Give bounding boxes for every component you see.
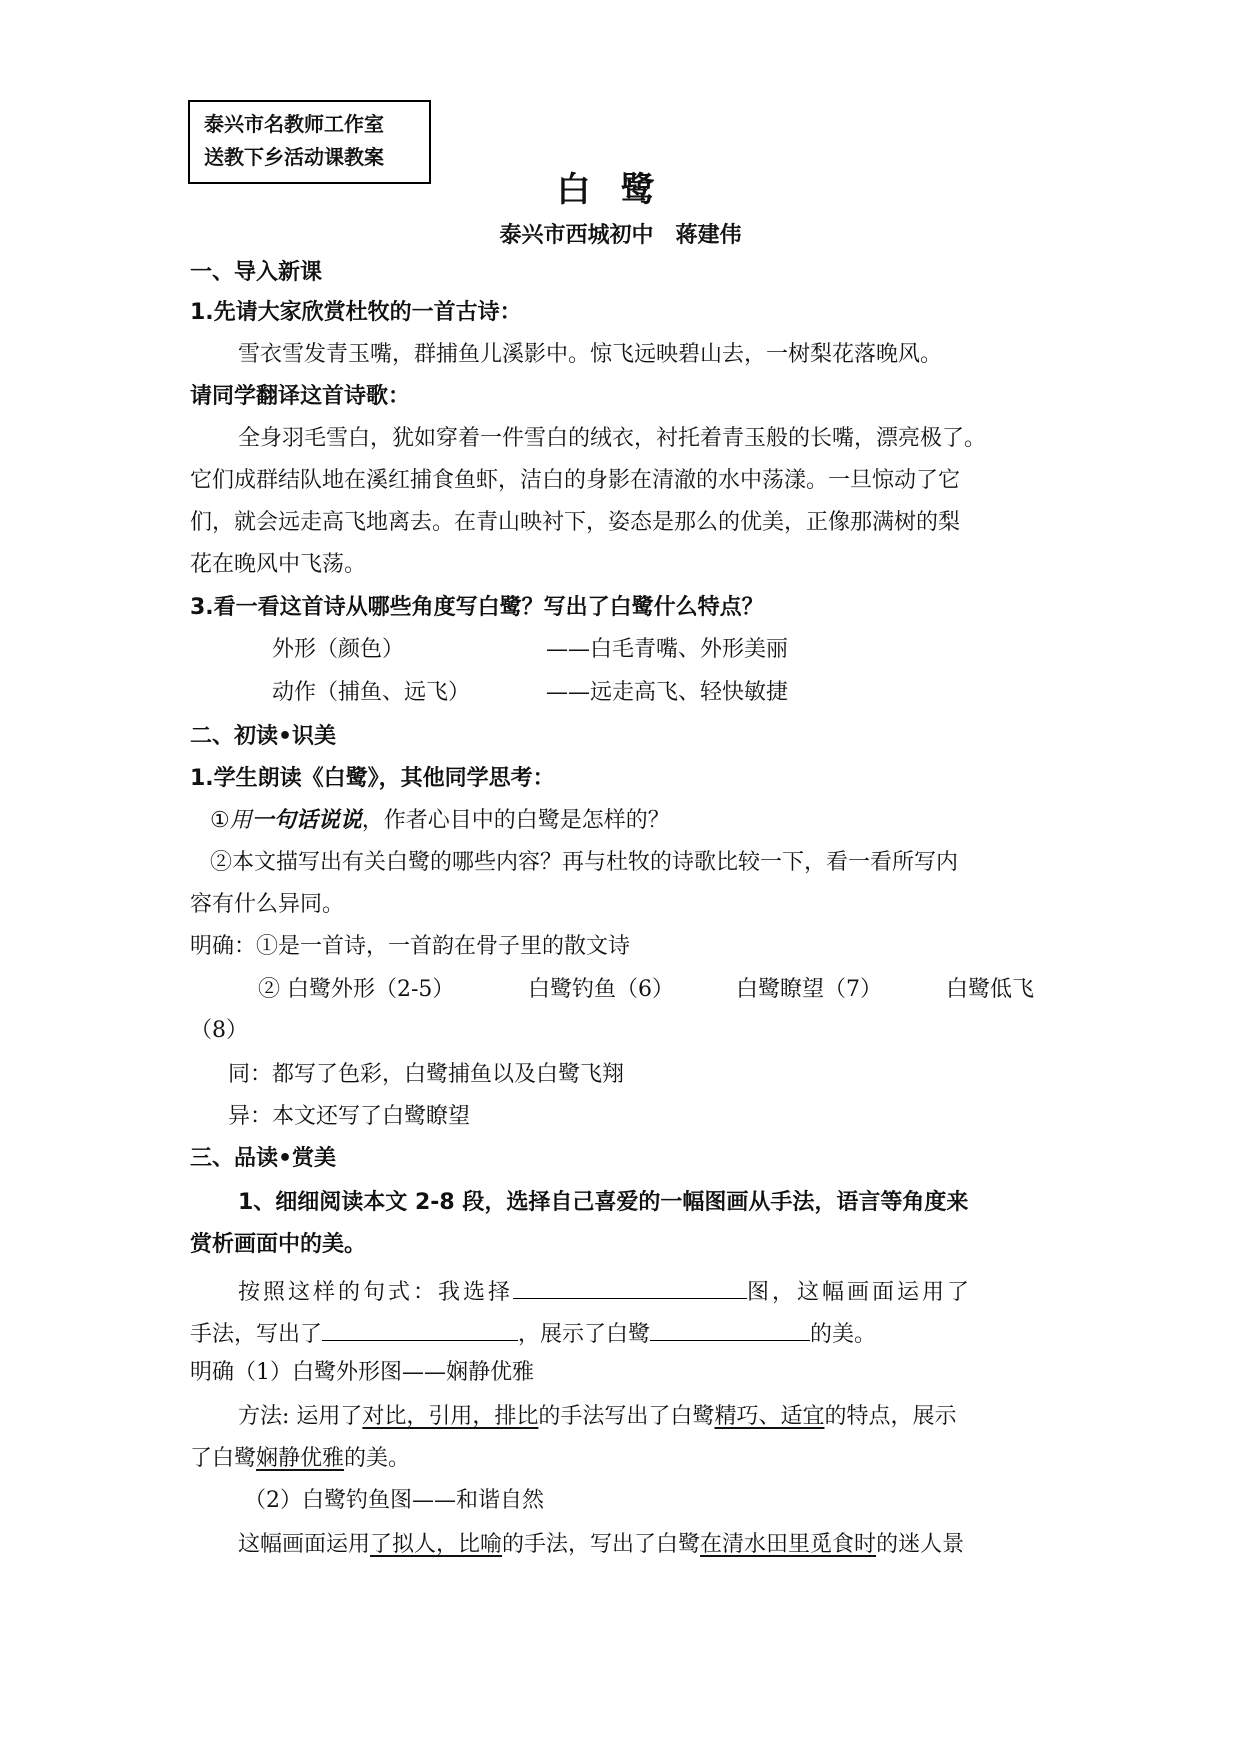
- fishing-mid: 的手法，写出了白鹭: [502, 1532, 701, 1557]
- s2-prompt-2-line-2: 容有什么异同。: [190, 892, 345, 917]
- sentence-frame-line-1: [238, 1274, 972, 1308]
- s2-answer-1: 明确：①是一首诗，一首韵在骨子里的散文诗: [190, 934, 631, 959]
- aspect-row-2-value: ——远走高飞、轻快敏捷: [546, 680, 789, 705]
- aspect-row-1-label: 外形（颜色）: [272, 637, 405, 662]
- aspect-row-1-value: ——白毛青嘴、外形美丽: [546, 637, 789, 662]
- frame-part-5: 的美。: [810, 1322, 877, 1347]
- method-2-start: 了白鹭: [190, 1446, 257, 1471]
- frame-part-4: ，展示了白鹭: [518, 1322, 651, 1347]
- fishing-end: 的迷人景: [876, 1532, 965, 1557]
- answer-fishing-line: [238, 1530, 964, 1560]
- translation-line-1: 全身羽毛雪白，犹如穿着一件雪白的绒衣，衬托着青玉般的长嘴，漂亮极了。: [238, 426, 987, 451]
- emphasis-use: 用: [229, 808, 252, 833]
- translation-line-4: 花在晚风中飞荡。: [190, 552, 367, 577]
- frame-part-2: 图，这幅画面运用了: [747, 1280, 973, 1305]
- techniques-underlined: 对比，引用，排比: [362, 1404, 539, 1429]
- s2-question-1: 1.学生朗读《白鹭》，其他同学思考：: [190, 766, 555, 791]
- s1-question-1: 1.先请大家欣赏杜牧的一首古诗：: [190, 300, 522, 325]
- translation-line-2: 它们成群结队地在溪红捕食鱼虾，洁白的身影在清澈的水中荡漾。一旦惊动了它: [190, 468, 961, 493]
- s2-answer-2-item-3: 白鹭瞭望（7）: [736, 977, 882, 1002]
- frame-part-3: 手法，写出了: [190, 1322, 323, 1347]
- blank-beauty[interactable]: [650, 1316, 810, 1341]
- method-end: 的特点，展示: [824, 1404, 957, 1429]
- s2-answer-2-item-1: ② 白鹭外形（2-5）: [258, 977, 455, 1002]
- method-2-end: 的美。: [344, 1446, 411, 1471]
- answer-method-line-1: [238, 1402, 956, 1432]
- circle-number-1: ①: [210, 808, 230, 833]
- s1-question-3: 3.看一看这首诗从哪些角度写白鹭？写出了白鹭什么特点？: [190, 595, 764, 620]
- prompt-1-rest: ，作者心目中的白鹭是怎样的？: [361, 808, 670, 833]
- frame-part-1: 按照这样的句式：我选择: [238, 1280, 514, 1305]
- answer-method-line-2: [190, 1444, 410, 1474]
- method-mid: 的手法写出了白鹭: [538, 1404, 715, 1429]
- author-line: 泰兴市西城初中 蒋建伟: [499, 223, 742, 248]
- aspect-row-2-label: 动作（捕鱼、远飞）: [272, 680, 471, 705]
- s3-question-line-2: 赏析画面中的美。: [190, 1232, 367, 1257]
- s2-answer-2-wrap: （8）: [190, 1018, 248, 1043]
- sentence-frame-line-2: [190, 1316, 876, 1350]
- stamp-line-2: 送教下乡活动课教案: [204, 145, 384, 169]
- s2-answer-2-item-4: 白鹭低飞: [946, 977, 1035, 1002]
- section-2-heading: 二、初读•识美: [190, 724, 337, 749]
- page-title: 白鹭: [556, 170, 685, 210]
- blank-choice[interactable]: [513, 1274, 747, 1299]
- beauty-underlined: 娴静优雅: [256, 1446, 345, 1471]
- answer-heading-2: （2）白鹭钓鱼图——和谐自然: [244, 1488, 544, 1513]
- s3-question-line-1: 1、细细阅读本文 2-8 段，选择自己喜爱的一幅图画从手法，语言等角度来: [238, 1190, 969, 1215]
- section-3-heading: 三、品读•赏美: [190, 1146, 337, 1171]
- fishing-scene-underlined: 在清水田里觅食时: [700, 1532, 877, 1557]
- section-1-heading: 一、导入新课: [190, 260, 323, 285]
- fishing-start: 这幅画面运用: [238, 1532, 371, 1557]
- answer-heading-1: 明确（1）白鹭外形图——娴静优雅: [190, 1360, 534, 1385]
- s1-question-2: 请同学翻译这首诗歌：: [190, 384, 411, 409]
- translation-line-3: 们，就会远走高飞地离去。在青山映衬下，姿态是那么的优美，正像那满树的梨: [190, 510, 961, 535]
- s2-answer-2-item-2: 白鹭钓鱼（6）: [528, 977, 674, 1002]
- s2-diff: 异：本文还写了白鹭瞭望: [228, 1104, 471, 1129]
- poem-text: 雪衣雪发青玉嘴，群捕鱼儿溪影中。惊飞远映碧山去，一树梨花落晚风。: [238, 342, 943, 367]
- stamp-line-1: 泰兴市名教师工作室: [204, 112, 384, 136]
- emphasis-one-sentence: 一句话说说: [251, 808, 362, 833]
- method-label: 方法: 运用了: [238, 1404, 363, 1429]
- blank-feature[interactable]: [322, 1316, 518, 1341]
- features-underlined: 精巧、适宜: [714, 1404, 825, 1429]
- s2-prompt-1: [210, 806, 670, 836]
- s2-prompt-2-line-1: ②本文描写出有关白鹭的哪些内容？再与杜牧的诗歌比较一下，看一看所写内: [210, 850, 959, 875]
- s2-same: 同：都写了色彩，白鹭捕鱼以及白鹭飞翔: [228, 1062, 625, 1087]
- fishing-techniques-underlined: 了拟人，比喻: [370, 1532, 503, 1557]
